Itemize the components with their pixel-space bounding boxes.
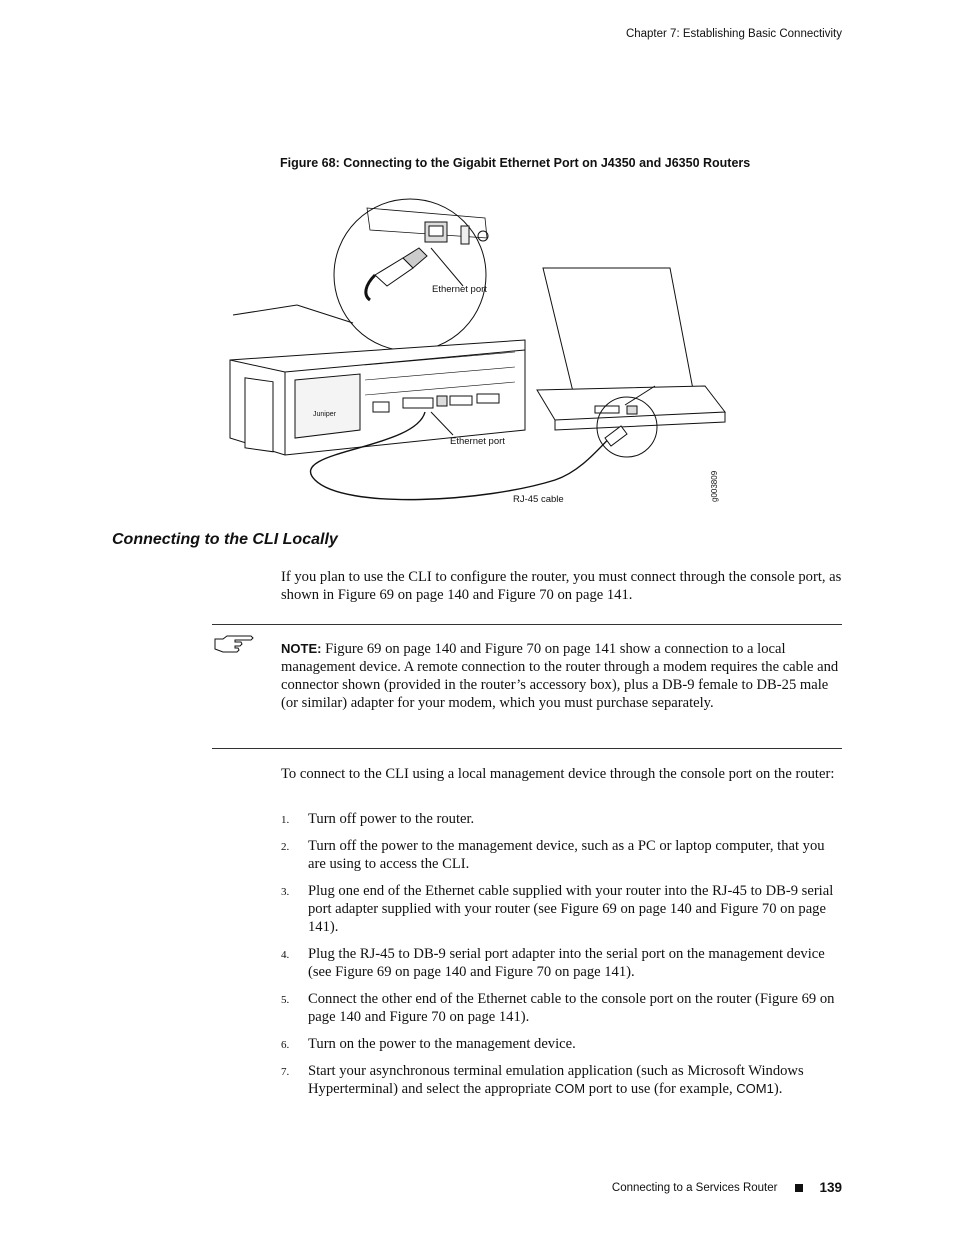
note-label: NOTE:: [281, 641, 322, 656]
step-text: Plug the RJ-45 to DB-9 serial port adapter into the serial port on the management device (see Figure 69 on page 140 and Figure 70 on page 141).: [308, 946, 825, 980]
step-text: Turn on the power to the management device.: [308, 1036, 576, 1052]
step-item: [281, 882, 843, 936]
figure-caption: Figure 68: Connecting to the Gigabit Ethernet Port on J4350 and J6350 Routers: [280, 156, 751, 170]
running-header: Chapter 7: Establishing Basic Connectivity: [625, 28, 842, 40]
procedure-intro: To connect to the CLI using a local management device through the console port on the router:: [281, 766, 835, 782]
step-text: Turn off power to the router.: [308, 811, 475, 827]
code-com1: COM1: [736, 1081, 774, 1096]
note-bottom-rule: [212, 748, 842, 749]
step-text: Plug one end of the Ethernet cable supplied with your router into the RJ-45 to DB-9 serial port adapter supplied with your router (see Figure 69 on page 140 and Figure 70 on page 141).: [308, 883, 834, 935]
step-text: Connect the other end of the Ethernet cable to the console port on the router (Figure 69 on page 140 and Figure 70 on page 141).: [308, 991, 835, 1025]
step-number: 5.: [281, 994, 290, 1006]
router-laptop-diagram: [225, 190, 745, 510]
figure-illustration: [225, 190, 745, 510]
step-item: [281, 990, 843, 1026]
step-item: [281, 945, 843, 981]
footer-title: Connecting to a Services Router: [611, 1181, 778, 1194]
section-heading: Connecting to the CLI Locally: [112, 531, 338, 548]
step-text-end: ).: [773, 1081, 783, 1097]
zoom-callout-circle: [334, 199, 486, 351]
step-number: 6.: [281, 1039, 290, 1051]
figure-id-label: g003809: [710, 470, 719, 502]
step-item: [281, 810, 843, 828]
router-ethernet-port-label: Ethernet port: [450, 436, 505, 447]
brand-logo: Juniper: [313, 411, 336, 418]
callout-ethernet-port-label: Ethernet port: [432, 284, 487, 295]
step-text-cont: port to use (for example,: [585, 1081, 737, 1097]
step-number: 2.: [281, 841, 290, 853]
intro-paragraph: If you plan to use the CLI to configure the router, you must connect through the console port, as shown in Figure 69 on page 140 and Figure 70 on page 141.: [281, 569, 842, 603]
step-text: Start your asynchronous terminal emulation application (such as Microsoft Windows Hyperterminal) and select the appropriate: [308, 1063, 804, 1097]
step-item: [281, 837, 843, 873]
page-number: 139: [819, 1180, 842, 1195]
code-com: COM: [554, 1081, 586, 1096]
rj45-cable-label: RJ-45 cable: [513, 494, 564, 505]
page-footer: [612, 1180, 842, 1195]
step-number: 4.: [281, 949, 290, 961]
step-item: [281, 1035, 843, 1053]
pointing-hand-icon: [213, 634, 255, 654]
note-top-rule: [212, 624, 842, 625]
footer-square-icon: [795, 1184, 803, 1192]
step-number: 3.: [281, 886, 290, 898]
note-text: Figure 69 on page 140 and Figure 70 on page 141 show a connection to a local management device. A remote connection to the router through a modem requires the cable and connector shown (provided in the router’s accessory box), plus a DB-9 female to DB-25 male (or similar) adapter for your modem, which you must purchase separately.: [281, 641, 839, 711]
step-number: 7.: [281, 1066, 290, 1078]
step-text: Turn off the power to the management device, such as a PC or laptop computer, that you are using to access the CLI.: [308, 838, 825, 872]
note-block: [281, 640, 843, 712]
procedure-steps: [281, 810, 843, 1107]
step-item: [281, 1062, 843, 1098]
step-number: 1.: [281, 814, 290, 826]
